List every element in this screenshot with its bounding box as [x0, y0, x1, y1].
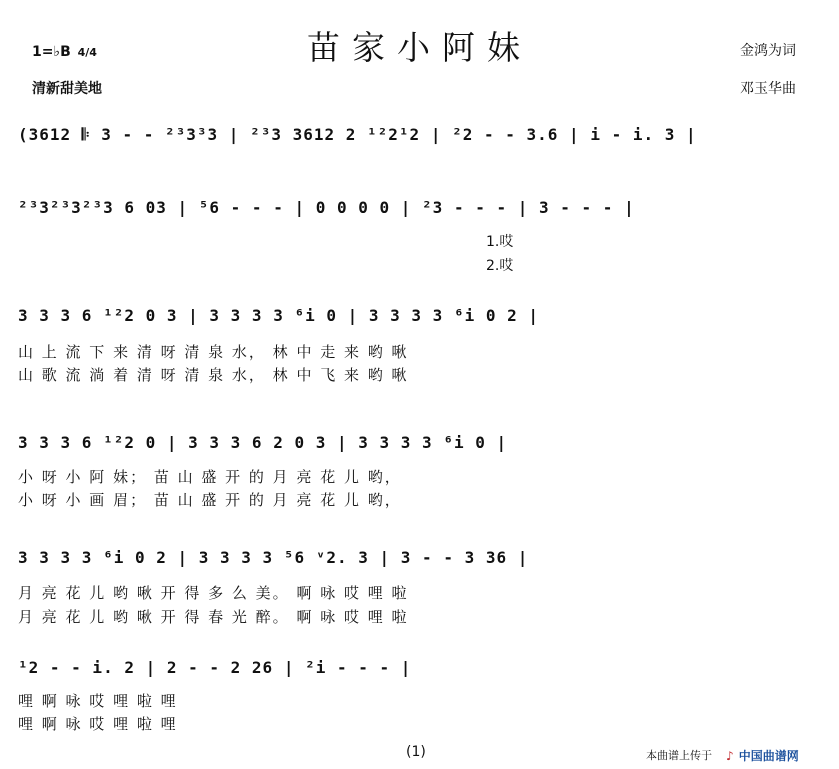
composer-credit: 邓玉华曲: [740, 81, 796, 97]
lyricist-credit: 金鸿为词: [740, 43, 796, 59]
lyric-verse-1: 山 上 流 下 来 清 呀 清 泉 水， 林 中 走 来 哟 啾: [18, 343, 409, 361]
key-label: 1=♭B: [32, 44, 71, 60]
time-signature: 4/4: [77, 46, 97, 59]
upload-notice: 本曲谱上传于: [646, 749, 712, 762]
expression-mark: 清新甜美地: [32, 81, 102, 97]
lyric-verse-1: 月 亮 花 儿 哟 啾 开 得 多 么 美。 啊 咏 哎 哩 啦: [18, 584, 409, 602]
lyric-verse-2: 月 亮 花 儿 哟 啾 开 得 春 光 醉。 啊 咏 哎 哩 啦: [18, 608, 409, 626]
page-number: (1): [406, 744, 426, 760]
volta-first-ending: 1.哎: [486, 234, 514, 250]
staff-line-6: ¹2 - - i. 2 | 2 - - 2 26 | ²i - - - |: [18, 658, 412, 677]
lyric-verse-2: 哩 啊 咏 哎 哩 啦 哩: [18, 715, 178, 733]
staff-line-2: ²³3²³3²³3 6 03 | ⁵6 - - - | 0 0 0 0 | ²3 - - - | 3 - - - |: [18, 198, 635, 217]
staff-line-1: (3612 𝄆 3 - - ²³3³3 | ²³3 3612 2 ¹²2¹2 | ²2 - - 3.6 | i - i. 3 |: [18, 125, 697, 144]
lyric-verse-1: 小 呀 小 阿 妹； 苗 山 盛 开 的 月 亮 花 儿 哟，: [18, 468, 402, 486]
site-name: 中国曲谱网: [738, 749, 799, 763]
volta-second-ending: 2.哎: [486, 258, 514, 274]
lyric-verse-2: 小 呀 小 画 眉； 苗 山 盛 开 的 月 亮 花 儿 哟，: [18, 491, 402, 509]
site-logo: [726, 745, 799, 764]
lyric-verse-2: 山 歌 流 淌 着 清 呀 清 泉 水， 林 中 飞 来 哟 啾: [18, 366, 409, 384]
staff-line-5: 3 3 3 3 ⁶i 0 2 | 3 3 3 3 ⁵6 ᵛ2. 3 | 3 - - 3 36 |: [18, 548, 529, 567]
staff-line-4: 3 3 3 6 ¹²2 0 | 3 3 3 6 2 0 3 | 3 3 3 3 ⁶i 0 |: [18, 433, 508, 452]
song-title: 苗家小阿妹: [307, 28, 532, 67]
music-note-icon: ♪: [726, 749, 734, 763]
lyric-verse-1: 哩 啊 咏 哎 哩 啦 哩: [18, 692, 178, 710]
staff-line-3: 3 3 3 6 ¹²2 0 3 | 3 3 3 3 ⁶i 0 | 3 3 3 3 ⁶i 0 2 |: [18, 306, 540, 325]
key-signature: [32, 44, 97, 60]
